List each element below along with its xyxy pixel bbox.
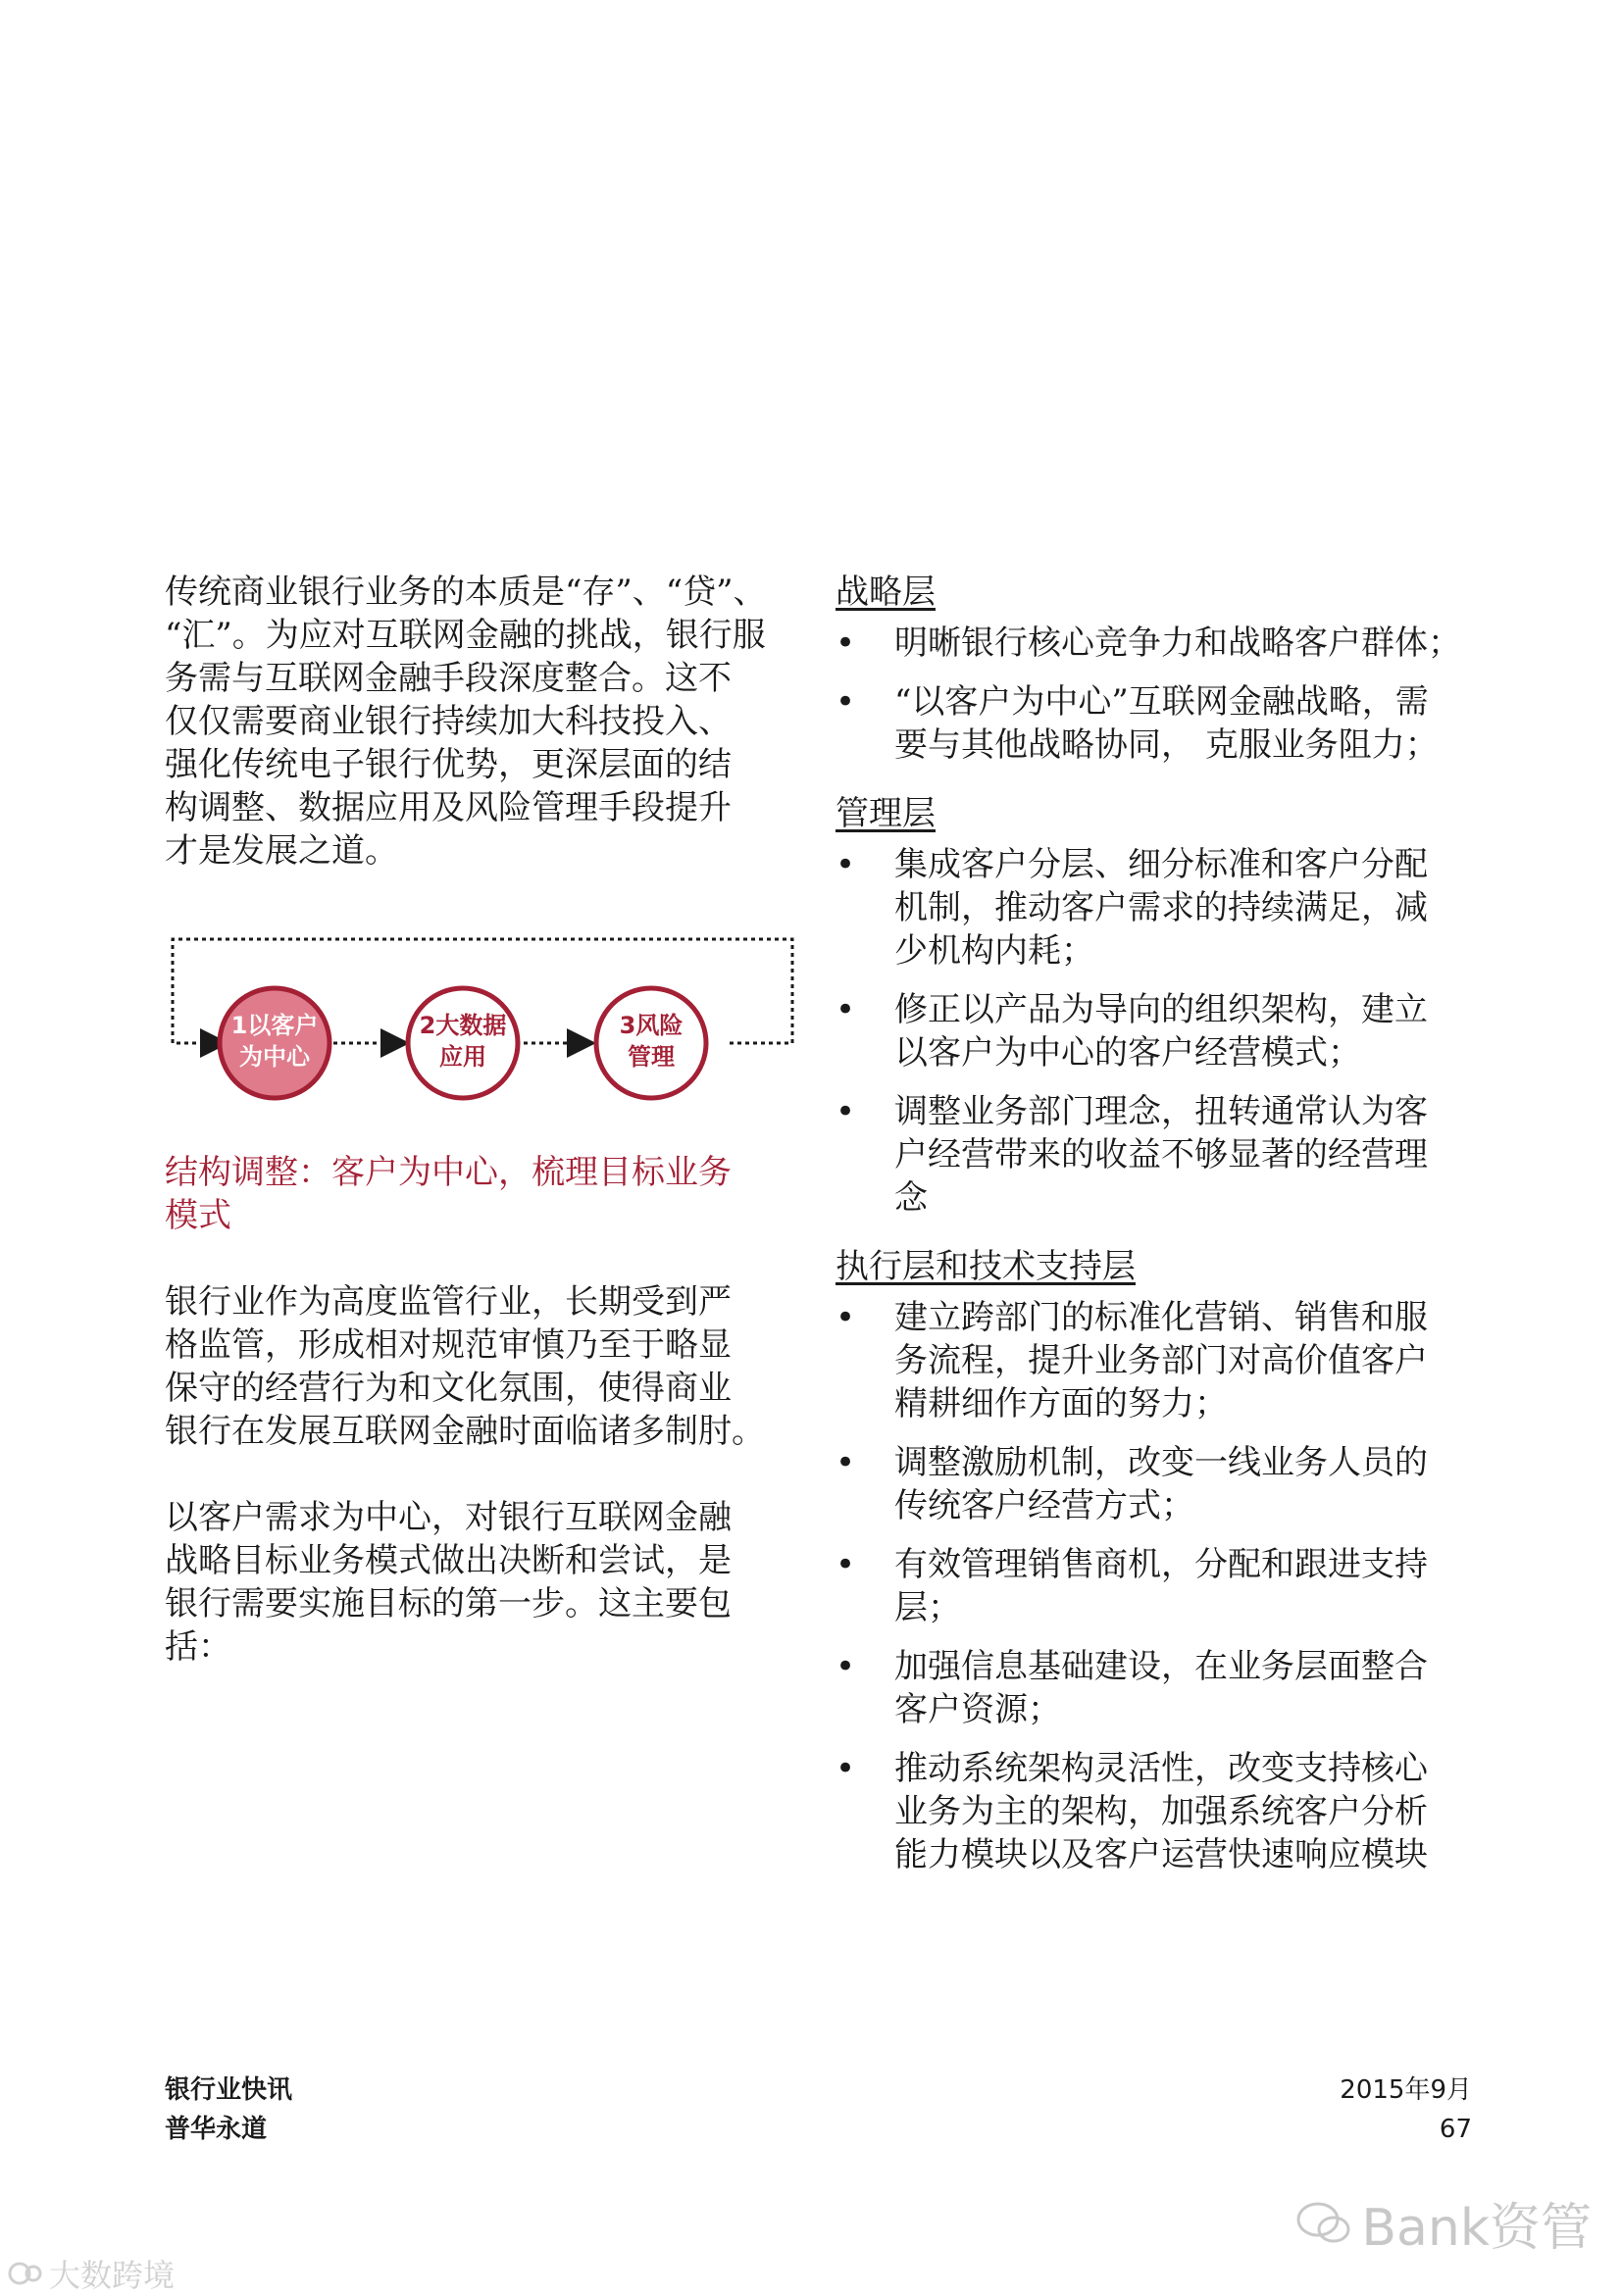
bullet-icon: • bbox=[836, 990, 856, 1029]
publication-name: 银行业快讯 bbox=[165, 2075, 293, 2105]
node-1-line1: 1以客户 bbox=[230, 1012, 319, 1039]
process-diagram-svg bbox=[165, 925, 802, 1131]
bullet-icon: • bbox=[836, 1443, 856, 1482]
list-item-text: 明晰银行核心竞争力和战略客户群体； bbox=[894, 624, 1461, 663]
customer-demand-paragraph: 以客户需求为中心，对银行互联网金融 战略目标业务模式做出决断和尝试，是 银行需要实施目标的第一步。这主要包 括： bbox=[165, 1498, 732, 1667]
structure-heading: 结构调整：客户为中心，梳理目标业务 模式 bbox=[165, 1153, 732, 1235]
list-item-text: 加强信息基础建设，在业务层面整合 客户资源； bbox=[894, 1647, 1428, 1729]
brand-watermark-text: 大数跨境 bbox=[49, 2257, 176, 2294]
section-title: 管理层 bbox=[836, 794, 936, 833]
bullet-icon: • bbox=[836, 1298, 856, 1337]
list-item bbox=[836, 1645, 1483, 1731]
process-diagram bbox=[165, 925, 802, 1131]
publication-date: 2015年9月 bbox=[1340, 2075, 1472, 2105]
bullet-icon: • bbox=[836, 624, 856, 663]
company-name: 普华永道 bbox=[165, 2115, 268, 2144]
bullet-icon: • bbox=[836, 1092, 856, 1131]
list-item bbox=[836, 843, 1483, 973]
bullet-list bbox=[836, 1296, 1483, 1876]
brand-logo-icon bbox=[8, 2259, 43, 2288]
left-column bbox=[165, 571, 802, 1669]
footer-right bbox=[1340, 2071, 1472, 2149]
bullet-icon: • bbox=[836, 682, 856, 722]
node-1-line2: 为中心 bbox=[239, 1043, 310, 1071]
bullet-icon: • bbox=[836, 845, 856, 884]
section-title: 执行层和技术支持层 bbox=[836, 1247, 1136, 1286]
wechat-watermark bbox=[1296, 2186, 1592, 2260]
list-item bbox=[836, 1543, 1483, 1629]
bullet-icon: • bbox=[836, 1749, 856, 1788]
list-item-text: “以客户为中心”互联网金融战略，需 要与其他战略协同， 克服业务阻力； bbox=[894, 682, 1439, 765]
right-column bbox=[836, 571, 1483, 1892]
list-item bbox=[836, 1747, 1483, 1876]
list-item bbox=[836, 680, 1483, 767]
node-risk-management bbox=[596, 988, 706, 1098]
list-item bbox=[836, 1296, 1483, 1425]
node-big-data bbox=[408, 988, 518, 1098]
list-item-text: 修正以产品为导向的组织架构，建立 以客户为中心的客户经营模式； bbox=[894, 990, 1428, 1073]
wechat-icon bbox=[1296, 2200, 1351, 2247]
footer-left bbox=[165, 2071, 292, 2149]
section-title: 战略层 bbox=[836, 573, 936, 612]
intro-paragraph: 传统商业银行业务的本质是“存”、“贷”、 “汇”。为应对互联网金融的挑战，银行服 务需与互联网金融手段深度整合。这不 仅仅需要商业银行持续加大科技投入、 强化传统电子银行优势，更深层面的结 构调整、数据应用及风险管理手段提升 才是发展之道。 bbox=[165, 573, 767, 871]
section-execution bbox=[836, 1245, 1483, 1876]
section-management bbox=[836, 792, 1483, 1220]
bullet-list bbox=[836, 622, 1483, 767]
bullet-icon: • bbox=[836, 1647, 856, 1686]
list-item bbox=[836, 1441, 1483, 1527]
bullet-icon: • bbox=[836, 1545, 856, 1584]
list-item bbox=[836, 622, 1483, 665]
list-item-text: 建立跨部门的标准化营销、销售和服 务流程，提升业务部门对高价值客户 精耕细作方面的努力； bbox=[894, 1298, 1428, 1423]
regulation-paragraph: 银行业作为高度监管行业，长期受到严 格监管，形成相对规范审慎乃至于略显 保守的经营行为和文化氛围，使得商业 银行在发展互联网金融时面临诸多制肘。 bbox=[165, 1282, 765, 1451]
list-item-text: 调整激励机制，改变一线业务人员的 传统客户经营方式； bbox=[894, 1443, 1428, 1525]
bullet-list bbox=[836, 843, 1483, 1220]
wechat-watermark-text: Bank资管 bbox=[1361, 2199, 1592, 2258]
list-item-text: 集成客户分层、细分标准和客户分配 机制，推动客户需求的持续满足，减 少机构内耗； bbox=[894, 845, 1428, 971]
node-customer-centric bbox=[220, 988, 329, 1098]
list-item bbox=[836, 1090, 1483, 1220]
node-3-line1: 3风险 bbox=[619, 1012, 684, 1039]
section-strategy bbox=[836, 571, 1483, 767]
node-2-line1: 2大数据 bbox=[419, 1012, 507, 1039]
list-item-text: 调整业务部门理念，扭转通常认为客 户经营带来的收益不够显著的经营理 念 bbox=[894, 1092, 1428, 1218]
node-3-line2: 管理 bbox=[628, 1043, 675, 1071]
list-item bbox=[836, 988, 1483, 1074]
brand-watermark bbox=[8, 2251, 175, 2296]
list-item-text: 推动系统架构灵活性，改变支持核心 业务为主的架构，加强系统客户分析 能力模块以及客户运营快速响应模块 bbox=[894, 1749, 1428, 1874]
page-number: 67 bbox=[1439, 2115, 1472, 2144]
list-item-text: 有效管理销售商机，分配和跟进支持 层； bbox=[894, 1545, 1428, 1627]
node-2-line2: 应用 bbox=[439, 1043, 486, 1071]
